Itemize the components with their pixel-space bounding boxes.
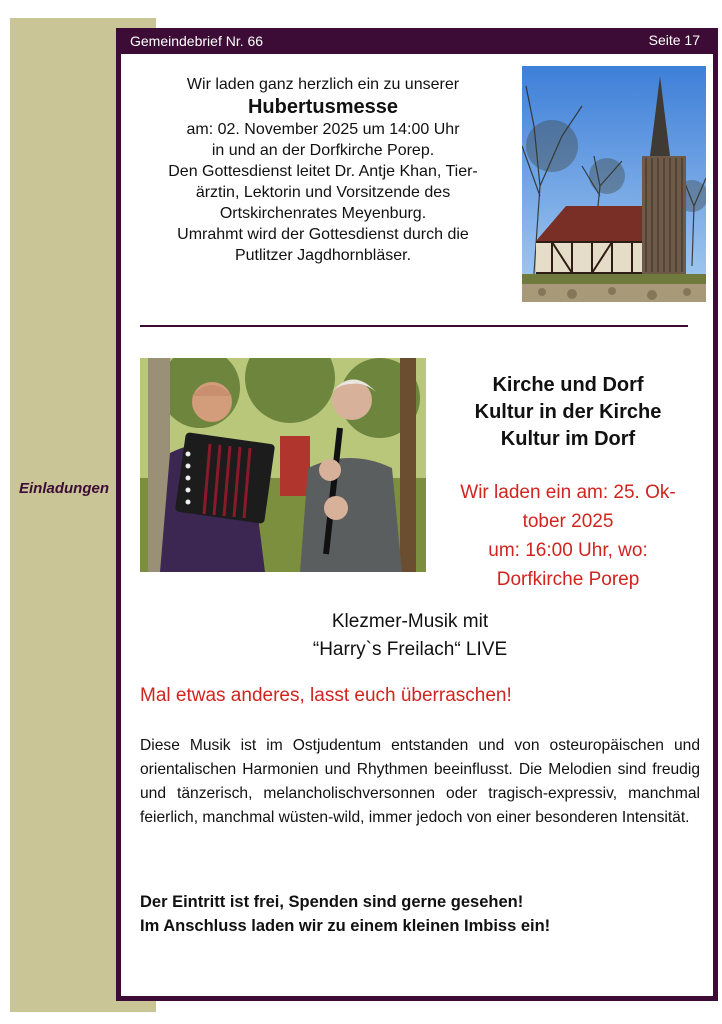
music-line: “Harry`s Freilach“ LIVE: [312, 639, 508, 660]
event-date-line: um: 16:00 Uhr, wo:: [488, 540, 648, 561]
event-date-line: Wir laden ein am: 25. Ok-: [460, 482, 676, 503]
admission-note: [140, 890, 700, 938]
admission-line: Im Anschluss laden wir zu einem kleinen Imbiss ein!: [140, 917, 551, 935]
music-announcement: [140, 608, 680, 664]
event-title-line: Kultur in der Kirche: [474, 401, 662, 423]
invite-line: in und an der Dorfkirche Porep.: [211, 142, 435, 159]
invite-line: am: 02. November 2025 um 14:00 Uhr: [186, 121, 460, 138]
music-line: Klezmer-Musik mit: [331, 611, 489, 632]
event-date-line: tober 2025: [522, 511, 614, 532]
invite-line: ärztin, Lektorin und Vorsitzende des: [195, 184, 451, 201]
invite-line: Umrahmt wird der Gottesdienst durch die: [177, 226, 469, 243]
church-photo: [522, 66, 706, 302]
musicians-photo: [140, 358, 426, 572]
admission-line: Der Eintritt ist frei, Spenden sind gerne gesehen!: [140, 893, 524, 911]
surprise-line: Mal etwas anderes, lasst euch überraschen!: [140, 685, 512, 706]
event-title-line: Kultur im Dorf: [500, 428, 636, 450]
page-number: Seite 17: [648, 32, 700, 48]
section-divider: [140, 325, 688, 327]
event-date: [432, 478, 704, 594]
header-bar: [116, 28, 718, 54]
invite-line: Ortskirchenrates Meyenburg.: [219, 205, 427, 222]
invite-title: Hubertusmesse: [247, 96, 399, 118]
music-description: Diese Musik ist im Ostjudentum entstanden und von osteuropäischen und orientalischen Harmonien und Rhythmen beeinflusst. Die Melodien sind freudig und tänzerisch, melancholischversonnen oder tragisch-expressiv, manchmal feierlich, manchmal wüsten-wild, immer jedoch von einer besonderen Intensität.: [140, 737, 700, 826]
event-title: [436, 372, 700, 453]
section-label: Einladungen: [19, 480, 109, 497]
invite-line: Den Gottesdienst leitet Dr. Antje Khan, Tier-: [168, 163, 478, 180]
invite-line: Wir laden ganz herzlich ein zu unserer: [186, 76, 460, 93]
invite-line: Putlitzer Jagdhornbläser.: [234, 247, 412, 264]
event-date-line: Dorfkirche Porep: [496, 569, 640, 590]
event-title-line: Kirche und Dorf: [492, 374, 644, 396]
hubertusmesse-invitation: [128, 74, 518, 266]
newsletter-number: Gemeindebrief Nr. 66: [130, 33, 264, 49]
